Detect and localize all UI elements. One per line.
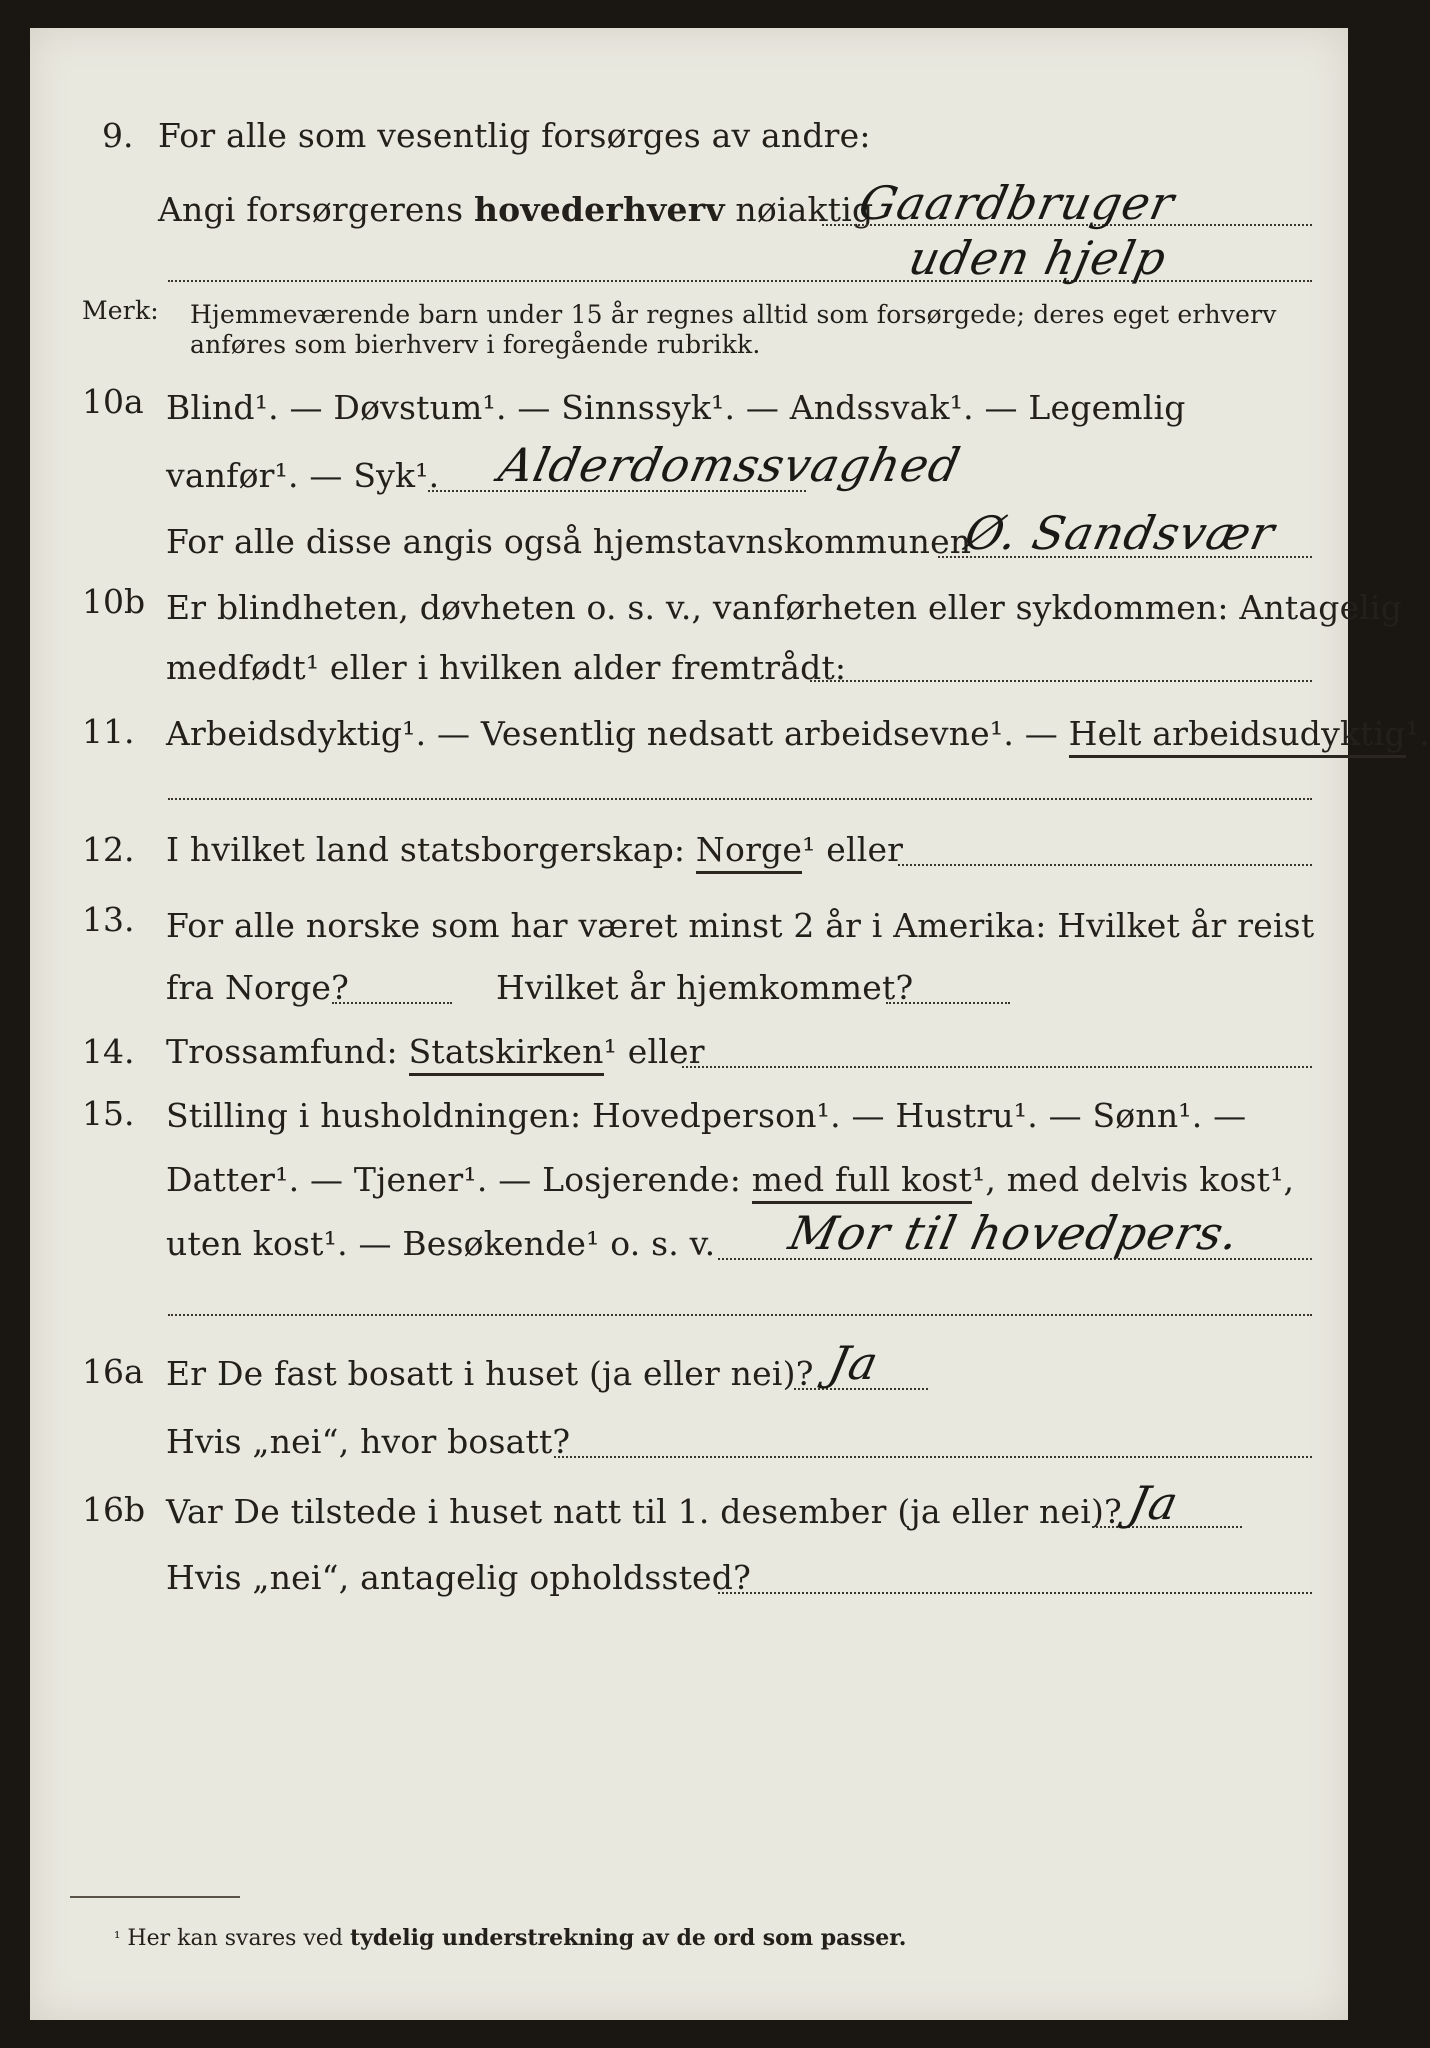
q11-underlined: Helt arbeidsudyktig xyxy=(1069,714,1406,758)
q15-line2-post: ¹, med delvis kost¹, xyxy=(971,1160,1295,1199)
q14-line xyxy=(166,1032,705,1072)
q10a-line3: For alle disse angis også hjemstavnskommunen xyxy=(166,522,972,561)
q15-line2-underlined: med full kost xyxy=(752,1160,972,1204)
census-form-page xyxy=(30,28,1430,2020)
q13-line1: For alle norske som har været minst 2 år i Amerika: Hvilket år reist xyxy=(166,906,1315,945)
merk-line2: anføres som bierhverv i foregående rubrikk. xyxy=(190,330,761,359)
q10a-number: 10a xyxy=(82,382,144,421)
q12-text: I hvilket land statsborgerskap: xyxy=(166,830,686,869)
q15-line1: Stilling i husholdningen: Hovedperson¹. — Hustru¹. — Sønn¹. — xyxy=(166,1096,1247,1135)
q10a-handwritten-answer3: Ø. Sandsvær xyxy=(960,506,1280,560)
q16b-handwritten-answer: Ja xyxy=(1124,1476,1184,1530)
q13-number: 13. xyxy=(82,900,135,939)
q12-answer-line xyxy=(898,864,1312,866)
q15-line3: uten kost¹. — Besøkende¹ o. s. v. xyxy=(166,1224,716,1263)
q11-tail: ¹. xyxy=(1405,714,1430,753)
q10a-line1: Blind¹. — Døvstum¹. — Sinnssyk¹. — Andssvak¹. — Legemlig xyxy=(166,388,1186,427)
q11-line xyxy=(166,714,1430,754)
q9-line2 xyxy=(158,190,873,230)
q15-answer-line-2 xyxy=(168,1314,1312,1316)
q10b-answer-line xyxy=(810,680,1312,682)
q16a-handwritten-answer: Ja xyxy=(824,1336,884,1390)
q16a-number: 16a xyxy=(82,1352,144,1391)
q15-handwritten-answer: Mor til hovedpers. xyxy=(784,1206,1245,1260)
q15-line2-pre: Datter¹. — Tjener¹. — Losjerende: xyxy=(166,1160,742,1199)
q14-tail: ¹ eller xyxy=(603,1032,705,1071)
q15-number: 15. xyxy=(82,1094,135,1133)
q9-line2-bold: hovederhverv xyxy=(473,190,725,229)
q9-number: 9. xyxy=(102,116,134,155)
footnote-text-pre: Her kan svares ved xyxy=(127,1926,350,1951)
q10b-number: 10b xyxy=(82,582,146,621)
footnote-mark: ¹ xyxy=(114,1928,121,1947)
q9-handwritten-answer-2: uden hjelp xyxy=(904,231,1172,285)
q13-answer-line-a xyxy=(332,1002,452,1004)
q13-line2b: Hvilket år hjemkommet? xyxy=(496,968,914,1007)
footnote-text-bold: tydelig understrekning av de ord som passer. xyxy=(349,1925,907,1951)
q13-answer-line-b xyxy=(886,1002,1010,1004)
q14-text: Trossamfund: xyxy=(166,1032,398,1071)
q11-text: Arbeidsdyktig¹. — Vesentlig nedsatt arbeidsevne¹. — xyxy=(166,714,1058,753)
q9-line2-pre: Angi forsørgerens xyxy=(158,190,474,229)
q14-number: 14. xyxy=(82,1032,135,1071)
q9-handwritten-answer-1: Gaardbruger xyxy=(854,176,1180,230)
q12-tail: ¹ eller xyxy=(802,830,904,869)
q11-answer-line xyxy=(168,798,1312,800)
footnote xyxy=(114,1924,906,1953)
footnote-rule xyxy=(70,1896,240,1898)
q16b-number: 16b xyxy=(82,1490,146,1529)
q10b-line2: medfødt¹ eller i hvilken alder fremtrådt: xyxy=(166,648,847,687)
q16a-answer-line-2 xyxy=(554,1456,1312,1458)
q14-underlined: Statskirken xyxy=(409,1032,604,1076)
q12-underlined: Norge xyxy=(696,830,802,874)
q13-line2a: fra Norge? xyxy=(166,968,350,1007)
q10a-handwritten-answer: Alderdomssvaghed xyxy=(494,438,966,492)
q9-line2-post: nøiaktig xyxy=(724,190,874,229)
q16b-answer-line-2 xyxy=(718,1592,1312,1594)
merk-line1: Hjemmeværende barn under 15 år regnes alltid som forsørgede; deres eget erhverv xyxy=(190,300,1277,329)
q10b-line1: Er blindheten, døvheten o. s. v., vanførheten eller sykdommen: Antagelig xyxy=(166,588,1403,627)
q12-line xyxy=(166,830,903,870)
merk-label: Merk: xyxy=(82,296,159,325)
q16a-line1: Er De fast bosatt i huset (ja eller nei)? xyxy=(166,1354,814,1393)
q10a-line2: vanfør¹. — Syk¹. xyxy=(166,456,440,495)
q15-line2 xyxy=(166,1160,1294,1200)
q9-line1: For alle som vesentlig forsørges av andre: xyxy=(158,116,871,155)
q12-number: 12. xyxy=(82,830,135,869)
q16b-line1: Var De tilstede i huset natt til 1. desember (ja eller nei)? xyxy=(166,1492,1122,1531)
q16b-line2: Hvis „nei“, antagelig opholdssted? xyxy=(166,1558,751,1597)
q11-number: 11. xyxy=(82,712,135,751)
q16a-line2: Hvis „nei“, hvor bosatt? xyxy=(166,1422,571,1461)
q14-answer-line xyxy=(682,1066,1312,1068)
